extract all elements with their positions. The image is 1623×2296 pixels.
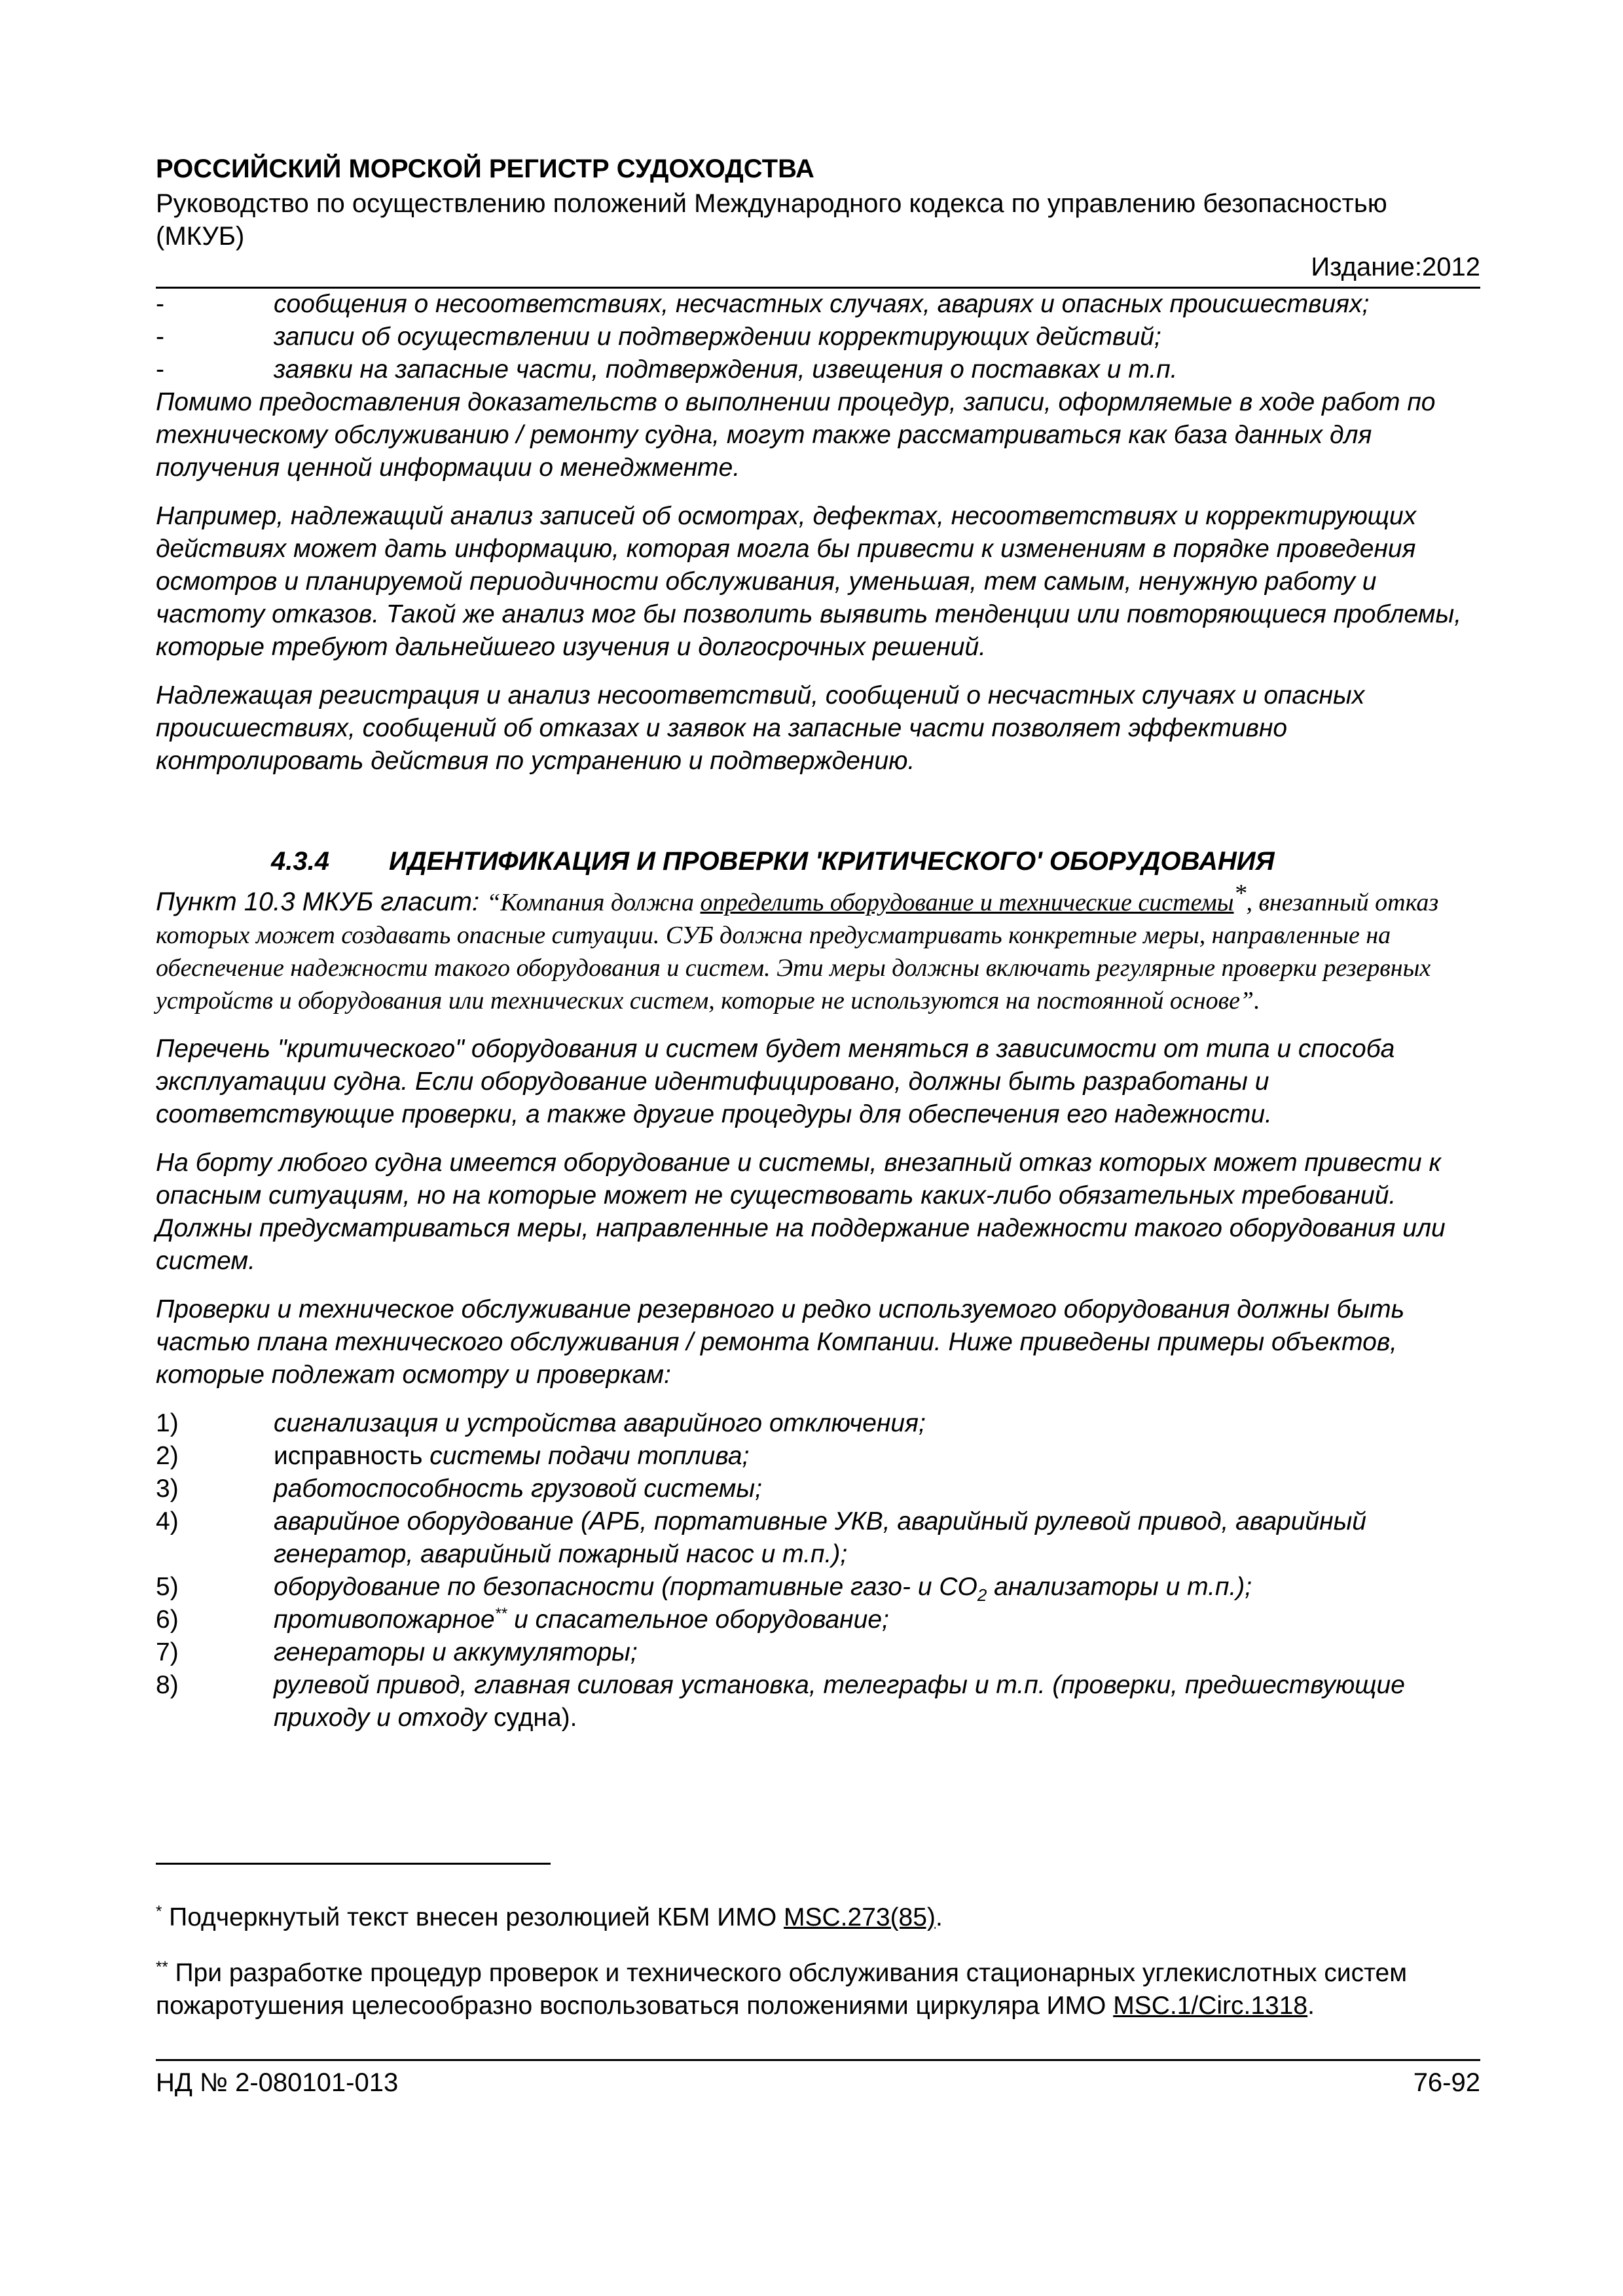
section-title: ИДЕНТИФИКАЦИЯ И ПРОВЕРКИ 'КРИТИЧЕСКОГО' ОБОРУДОВАНИЯ [389,847,1275,876]
list-text: рулевой привод, главная силовая установка, телеграфы и т.п. (проверки, предшествующие приходу и отходу [274,1671,1405,1732]
content [156,288,1480,1734]
list-text: генераторы и аккумуляторы; [274,1638,638,1666]
header-subtitle: Руководство по осуществлению положений Международного кодекса по управлению безопасностью (МКУБ) [156,189,1387,251]
paragraph: На борту любого судна имеется оборудование и системы, внезапный отказ которых может привести к опасным ситуациям, но на которые может не существовать каких-либо обязательных требований. Должны предусматриваться меры, направленные на поддержание надежности такого оборудования или систем. [156,1149,1446,1275]
list-marker: 7) [156,1638,179,1666]
list-text: аварийное оборудование (АРБ, портативные УКВ, аварийный рулевой привод, аварийный генератор, аварийный пожарный насос и т.п.); [274,1507,1366,1568]
quote-open: “Компания должна [486,889,701,916]
quote-underlined: определить оборудование и технические системы [700,889,1234,916]
dash-marker: - [156,355,164,384]
footnote-mark: ** [156,1958,168,1976]
footer-divider [156,2059,1480,2061]
list-text-end: анализаторы и т.п.); [987,1573,1252,1601]
list-marker: 5) [156,1573,179,1601]
footnote-mark: * [156,1903,162,1920]
dash-item [156,353,1480,386]
header-edition: Издание:2012 [1311,253,1480,281]
section-number: 4.3.4 [271,847,329,876]
footnote [156,1957,1480,2022]
footnote-ref[interactable]: ** [494,1605,507,1623]
list-marker: 8) [156,1671,179,1699]
paragraph: Например, надлежащий анализ записей об осмотрах, дефектах, несоответствиях и корректирующих действиях может дать информацию, которая могла бы привести к изменениям в порядке проведения осмотров и планируемой периодичности обслуживания, уменьшая, тем самым, ненужную работу и частоту отказов. Такой же анализ мог бы позволить выявить тенденции или повторяющиеся проблемы, которые требуют дальнейшего изучения и долгосрочных решений. [156,502,1462,661]
list-text: оборудование по безопасности (портативные газо- и CO [274,1573,977,1601]
footnote-link[interactable]: MSC.273(85) [784,1903,936,1931]
footnote-text: Подчеркнутый текст внесен резолюцией КБМ ИМО [162,1903,784,1931]
list-marker: 6) [156,1605,179,1634]
subscript: 2 [977,1585,987,1605]
dash-text: записи об осуществлении и подтверждении корректирующих действий; [274,323,1161,351]
list-item [156,1440,1480,1473]
list-text: работоспособность грузовой системы; [274,1475,762,1503]
paragraph: Надлежащая регистрация и анализ несоответствий, сообщений о несчастных случаях и опасных происшествиях, сообщений об отказах и заявок на запасные части позволяет эффективно контролировать действия по устранению и подтверждению. [156,681,1365,775]
list-marker: 3) [156,1475,179,1503]
list-text: сигнализация и устройства аварийного отключения; [274,1409,926,1437]
dash-item [156,321,1480,353]
list-text-end: судна). [486,1704,577,1732]
footer-doc-number: НД № 2-080101-013 [156,2068,399,2097]
list-item [156,1505,1480,1571]
dash-marker: - [156,323,164,351]
footnote-divider [156,1863,551,1865]
footnote [156,1901,1480,1934]
header-org: РОССИЙСКИЙ МОРСКОЙ РЕГИСТР СУДОХОДСТВА [156,154,814,183]
list-text-plain: исправность [274,1442,430,1470]
footnote-text: При разработке процедур проверок и технического обслуживания стационарных углекислотных систем пожаротушения целесообразно воспользоваться положениями циркуляра ИМО [156,1959,1408,2020]
footnote-end: . [935,1903,943,1931]
list-text: системы подачи топлива; [429,1442,750,1470]
list-marker: 2) [156,1442,179,1470]
list-item [156,1604,1480,1636]
footer-page-number: 76-92 [1413,2068,1480,2097]
paragraph: Перечень "критического" оборудования и систем будет меняться в зависимости от типа и способа эксплуатации судна. Если оборудование идентифицировано, должны быть разработаны и соответствующие проверки, а также другие процедуры для обеспечения его надежности. [156,1035,1395,1128]
list-text-end: и спасательное оборудование; [507,1605,889,1634]
list-item [156,1473,1480,1505]
paragraph: Проверки и техническое обслуживание резервного и редко используемого оборудования должны быть частью плана технического обслуживания / ремонта Компании. Ниже приведены примеры объектов, которые подлежат осмотру и проверкам: [156,1295,1405,1389]
quote-paragraph [156,878,1480,1017]
quote-lead: Пункт 10.3 МКУБ гласит: [156,888,487,916]
quote-rest: , внезапный отказ которых может создавать опасные ситуации. СУБ должна предусматривать конкретные меры, направленные на обеспечение надежности такого оборудования и систем. Эти меры должны включать регулярные проверки резервных устройств и оборудования или технических систем, которые не используются на постоянной основе”. [156,889,1439,1014]
dash-item [156,288,1480,321]
list-item [156,1407,1480,1440]
list-item [156,1636,1480,1669]
list-marker: 1) [156,1409,179,1437]
list-item [156,1571,1480,1604]
list-marker: 4) [156,1507,179,1535]
list-item [156,1669,1480,1734]
dash-text: заявки на запасные части, подтверждения, извещения о поставках и т.п. [274,355,1178,384]
dash-marker: - [156,290,164,318]
paragraph: Помимо предоставления доказательств о выполнении процедур, записи, оформляемые в ходе работ по техническому обслуживанию / ремонту судна, могут также рассматриваться как база данных для получения ценной информации о менеджменте. [156,388,1436,482]
footnote-end: . [1307,1992,1315,2020]
footnote-link[interactable]: MSC.1/Circ.1318 [1113,1992,1308,2020]
document-page [156,0,1480,2296]
footnote-ref[interactable]: * [1233,880,1247,907]
list-text: противопожарное [274,1605,495,1634]
dash-text: сообщения о несоответствиях, несчастных случаях, авариях и опасных происшествиях; [274,290,1370,318]
section-heading [156,844,1480,878]
